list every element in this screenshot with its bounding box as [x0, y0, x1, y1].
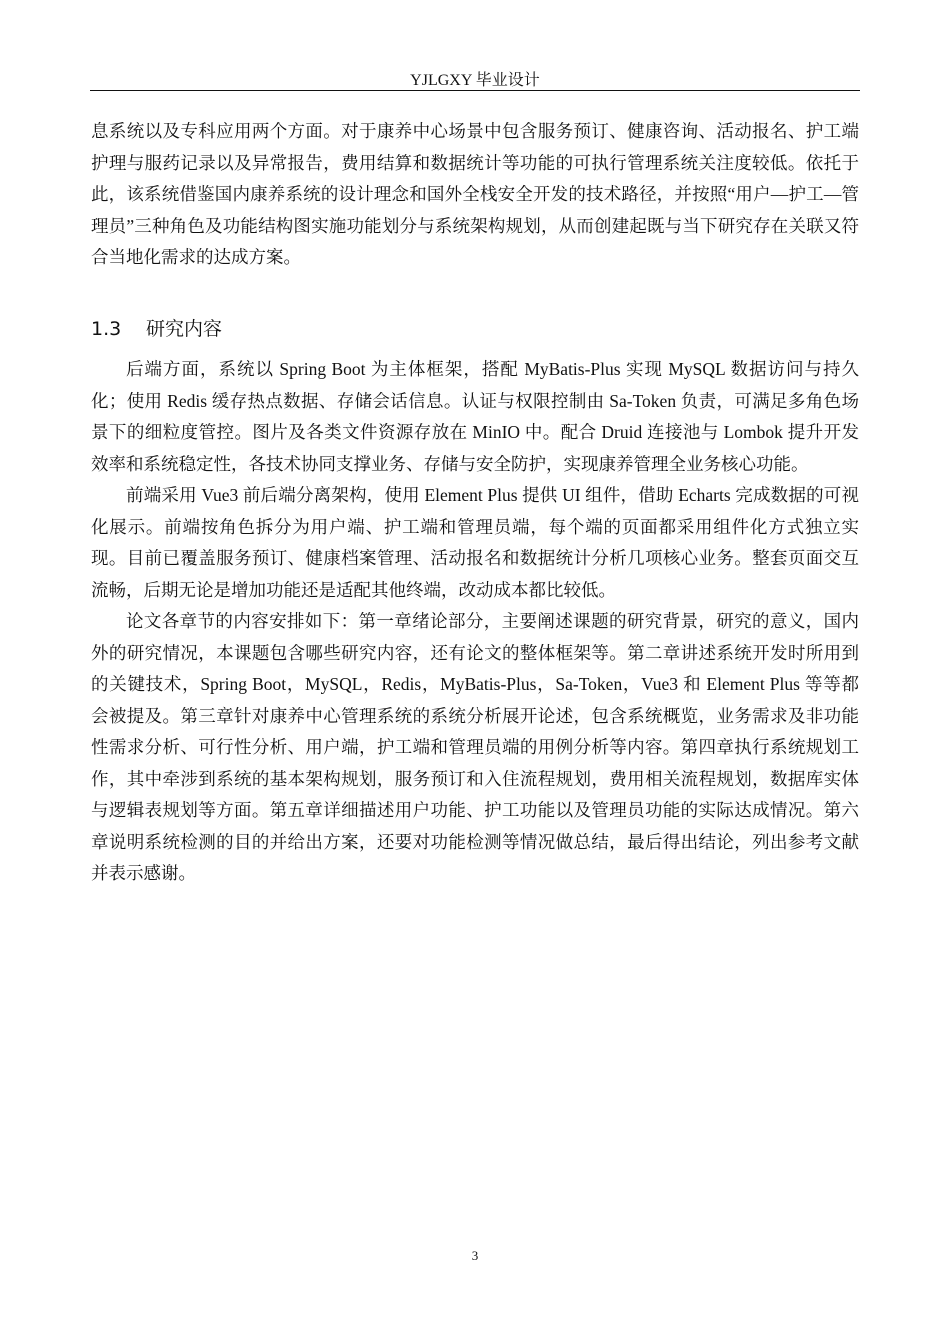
section-title: 研究内容 — [146, 318, 223, 340]
paragraph-frontend: 前端采用 Vue3 前后端分离架构，使用 Element Plus 提供 UI 组件，借助 Echarts 完成数据的可视化展示。前端按角色拆分为用户端、护工端和管理员端，每个端的页面都采用组件化方式独立实现。目前已覆盖服务预订、健康档案管理、活动报名和数据统计分析几项核心业务。整套页面交互流畅，后期无论是增加功能还是适配其他终端，改动成本都比较低。 — [91, 485, 859, 600]
page-number: 3 — [471, 1248, 479, 1263]
running-header-title: YJLGXY 毕业设计 — [410, 72, 540, 89]
continued-paragraph: 息系统以及专科应用两个方面。对于康养中心场景中包含服务预订、健康咨询、活动报名、护工端护理与服药记录以及异常报告，费用结算和数据统计等功能的可执行管理系统关注度较低。依托于此，该系统借鉴国内康养系统的设计理念和国外全栈安全开发的技术路径，并按照“用户—护工—管理员”三种角色及功能结构图实施功能划分与系统架构规划，从而创建起既与当下研究存在关联又符合当地化需求的达成方案。 — [91, 121, 859, 267]
header-divider — [90, 90, 860, 91]
section-body — [91, 354, 859, 890]
section-heading — [91, 316, 222, 342]
paragraph-backend: 后端方面，系统以 Spring Boot 为主体框架，搭配 MyBatis-Plus 实现 MySQL 数据访问与持久化；使用 Redis 缓存热点数据、存储会话信息。认证与权限控制由 Sa-Token 负责，可满足多角色场景下的细粒度管控。图片及各类文件资源存放在 MinIO 中。配合 Druid 连接池与 Lombok 提升开发效率和系统稳定性，各技术协同支撑业务、存储与安全防护，实现康养管理全业务核心功能。 — [91, 359, 859, 474]
paragraph-chapter-outline: 论文各章节的内容安排如下：第一章绪论部分，主要阐述课题的研究背景，研究的意义，国内外的研究情况，本课题包含哪些研究内容，还有论文的整体框架等。第二章讲述系统开发时所用到的关键技术，Spring Boot，MySQL，Redis，MyBatis-Plus，Sa-Token，Vue3 和 Element Plus 等等都会被提及。第三章针对康养中心管理系统的系统分析展开论述，包含系统概览，业务需求及非功能性需求分析、可行性分析、用户端，护工端和管理员端的用例分析等内容。第四章执行系统规划工作，其中牵涉到系统的基本架构规划，服务预订和入住流程规划，费用相关流程规划，数据库实体与逻辑表规划等方面。第五章详细描述用户功能、护工功能以及管理员功能的实际达成情况。第六章说明系统检测的目的并给出方案，还要对功能检测等情况做总结，最后得出结论，列出参考文献并表示感谢。 — [91, 611, 859, 883]
section-number: 1.3 — [91, 318, 122, 340]
